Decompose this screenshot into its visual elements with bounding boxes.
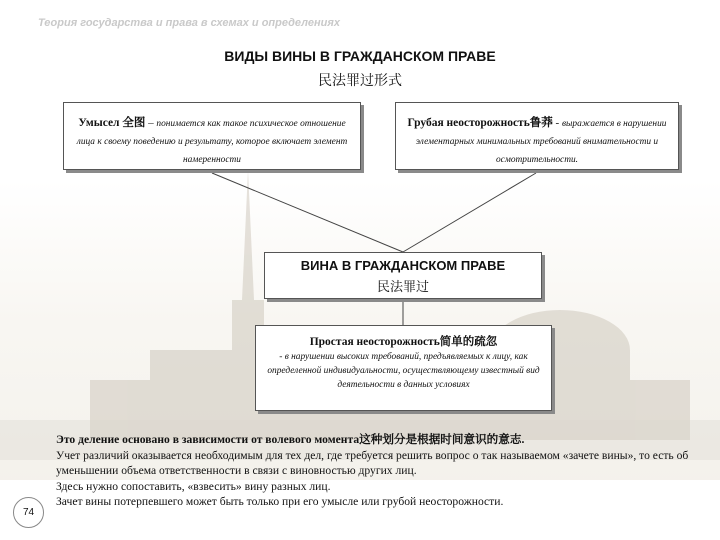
gross-negligence-term: Грубая неосторожность <box>407 117 530 129</box>
bottom-bold-line <box>56 432 696 448</box>
bottom-bold-line-ru: Это деление основано в зависимости от волевого момента <box>56 433 360 446</box>
simple-negligence-definition: - в нарушении высоких требований, предъявляемых к лицу, как определенной индивидуальности, осуществляющему известный вид деятельности в данных условиях <box>267 352 540 390</box>
bottom-paragraph-1: Учет различий оказывается необходимым для тех дел, где требуется решить вопрос о так называемом «зачете вины», то есть об уменьшении объема ответственности в связи с виновностью других лиц. <box>56 448 689 477</box>
intent-definition: понимается как такое психическое отношение лица к своему поведению и результату, которое включает элемент намеренности <box>76 119 348 165</box>
bottom-paragraph-3: Зачет вины потерпевшего может быть только при его умысле или грубой неосторожности. <box>56 495 504 508</box>
bottom-paragraph-2: Здесь нужно сопоставить, «взвесить» вину разных лиц. <box>56 479 331 493</box>
bottom-bold-line-cn: 这种划分是根据时间意识的意志 <box>359 432 522 446</box>
gross-negligence-definition: выражается в нарушении элементарных минимальных требований внимательности и осмотрительности. <box>415 119 667 165</box>
guilt-title: ВИНА В ГРАЖДАНСКОМ ПРАВЕ <box>300 258 506 273</box>
guilt-title-cn: 民法罪过 <box>376 280 429 295</box>
connector-gross-to-guilt <box>403 173 536 252</box>
guilt-box <box>264 252 542 299</box>
gross-negligence-term-cn: 鲁莽 <box>529 115 553 129</box>
page-number-badge: 74 <box>13 497 44 528</box>
simple-negligence-box <box>255 325 552 411</box>
header-caption: Теория государства и права в схемах и определениях <box>38 17 340 29</box>
bottom-text <box>56 432 696 510</box>
bottom-bold-line-end: . <box>521 433 525 446</box>
slide-title: ВИДЫ ВИНЫ В ГРАЖДАНСКОМ ПРАВЕ <box>224 48 496 64</box>
gross-negligence-dash: - <box>552 117 562 129</box>
intent-box <box>63 102 361 170</box>
simple-negligence-term: Простая неосторожность <box>309 336 440 348</box>
intent-term: Умысел 全图 <box>78 117 146 129</box>
gross-negligence-box <box>395 102 679 170</box>
simple-negligence-term-cn: 简单的疏忽 <box>439 334 498 348</box>
intent-dash: – <box>145 117 157 129</box>
slide-subtitle: 民法罪过形式 <box>318 73 402 89</box>
connector-intent-to-guilt <box>212 173 403 252</box>
